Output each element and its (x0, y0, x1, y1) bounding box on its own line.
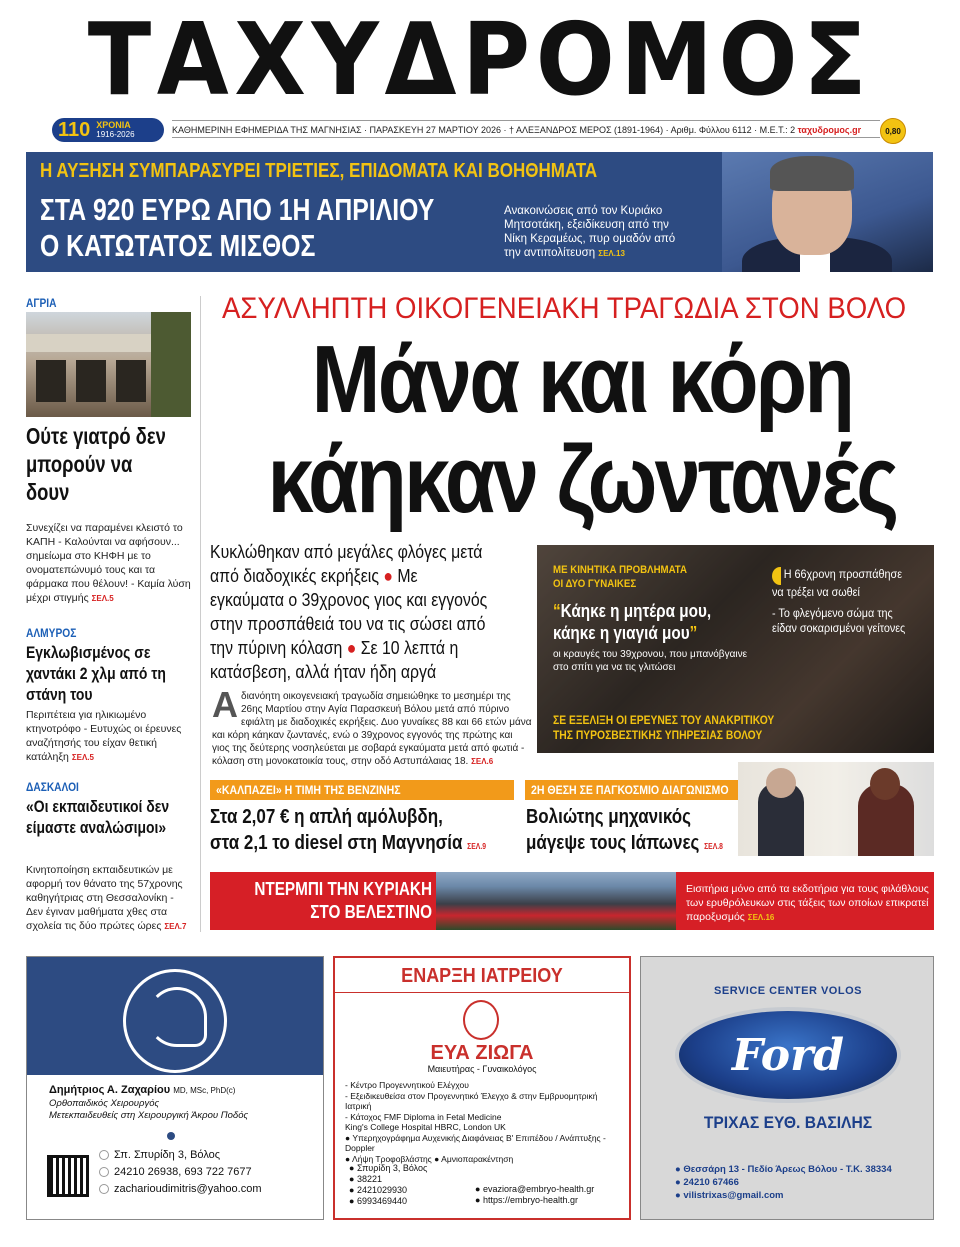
half-circle-icon (772, 567, 781, 585)
firebox-quote-sub: οι κραυγές του 39χρονου, που μπανόβγαινε στο σπίτι για να τις γλιτώσει (553, 649, 748, 673)
page-ref: ΣΕΛ.8 (704, 842, 723, 851)
page-ref: ΣΕΛ.5 (71, 753, 94, 762)
main-headline[interactable]: Μάνα και κόρη κάηκαν ζωντανές (267, 326, 897, 533)
service-label: SERVICE CENTER VOLOS (714, 985, 862, 997)
page-ref: ΣΕΛ.7 (164, 922, 187, 931)
dateline: ΚΑΘΗΜΕΡΙΝΗ ΕΦΗΜΕΡΙΔΑ ΤΗΣ ΜΑΓΝΗΣΙΑΣ · ΠΑΡΑΣΚΕΥΗ 27 ΜΑΡΤΙΟΥ 2026 · † ΑΛΕΞΑΝΔΡΟΣ ΜΕΡΟΣ (1891-1964) · Αριθμ. Φύλλου 6112 · Μ.Ε.Τ.: 2 ταχυδρομος.gr (172, 120, 880, 138)
main-lead: Αδιανόητη οικογενειακή τραγωδία σημειώθηκε το μεσημέρι της 26ης Μαρτίου στην Αγία Παρασκευή Βόλου μετά από πύρινο εφιάλτη με διαδοχικές εκρήξεις. Δυο γυναίκες 88 και 66 ετών μάνα και κόρη κάηκαν ζωντανές, ενώ ο 39χρονος εγγονός της πρώτης και γιος της δεύτερης νοσηλεύεται με σοβαρά εγκαύματα μετά από φωτιά - κόλαση στη μονοκατοικία τους, στην οδό Αστυπάλαιας 18. ΣΕΛ.6 (212, 684, 532, 767)
top-story-kicker: Η ΑΥΞΗΣΗ ΣΥΜΠΑΡΑΣΥΡΕΙ ΤΡΙΕΤΙΕΣ, ΕΠΙΔΟΜΑΤΑ ΚΑΙ ΒΟΗΘΗΜΑΤΑ (40, 160, 598, 182)
site-link[interactable]: ταχυδρομος.gr (797, 125, 862, 135)
email-icon (99, 1184, 109, 1194)
badge-number: 110 (58, 118, 91, 141)
doctor-name: ΕΥΑ ΖΙΩΓΑ (430, 1042, 534, 1064)
doctor-contact: Σπ. Σπυρίδη 3, Βόλος 24210 26938, 693 722 7677 zacharioudimitris@yahoo.com (99, 1147, 321, 1198)
ad-title: ΕΝΑΡΞΗ ΙΑΤΡΕΙΟΥ (401, 965, 563, 987)
award-photo (738, 762, 934, 856)
derby-title: ΝΤΕΡΜΠΙ ΤΗΝ ΚΥΡΙΑΚΗ ΣΤΟ ΒΕΛΕΣΤΙΝΟ (254, 879, 432, 922)
fire-scene-box[interactable] (537, 545, 934, 753)
doctor-online: ● evaziога@embryo-health.gr ● https://embryo-health.gr (475, 1184, 595, 1205)
price-badge: 0,80 (880, 118, 906, 144)
derby-text: Εισιτήρια μόνο από τα εκδοτήρια για τους φιλάθλους των ερυθρόλευκων στις τάξεις των οποίων επικρατεί παροξυσμός ΣΕΛ.16 (686, 883, 929, 923)
column-divider (200, 296, 201, 932)
sidebar-story-title[interactable]: Ούτε γιατρό δεν μπορούν να δουν (26, 423, 166, 505)
section-label-almyros: ΑΛΜΥΡΟΣ (26, 626, 77, 640)
page-ref: ΣΕΛ.13 (598, 249, 625, 258)
firebox-bottom: ΣΕ ΕΞΕΛΙΞΗ ΟΙ ΕΡΕΥΝΕΣ ΤΟΥ ΑΝΑΚΡΙΤΙΚΟΥ ΤΗΣ ΠΥΡΟΣΒΕΣΤΙΚΗΣ ΥΠΗΡΕΣΙΑΣ ΒΟΛΟΥ (553, 713, 775, 742)
masthead-title: ΤΑΧΥΔΡΟΜΟΣ (87, 1, 873, 118)
mech-strip: 2Η ΘΕΣΗ ΣΕ ΠΑΓΚΟΣΜΙΟ ΔΙΑΓΩΝΙΣΜΟ (525, 780, 785, 800)
doctor-name: Δημήτριος Α. Ζαχαρίου MD, MSc, PhD(c) (49, 1084, 236, 1096)
sidebar-story-body: Περιπέτεια για ηλικιωμένο κτηνοτρόφο - Ευτυχώς οι έρευνες αναζήτησής του είχαν θετική κατάληξη ΣΕΛ.5 (26, 709, 182, 763)
location-icon (99, 1150, 109, 1160)
page-ref: ΣΕΛ.16 (747, 913, 775, 922)
ad-gynecologist[interactable] (333, 956, 631, 1220)
page-ref: ΣΕΛ.5 (91, 594, 114, 603)
owner-name: ΤΡΙΧΑΣ ΕΥΘ. ΒΑΣΙΛΗΣ (703, 1113, 873, 1132)
sidebar-story-body: Κινητοποίηση εκπαιδευτικών με αφορμή τον θάνατο της 57χρονης καθηγήτριας στη Θεσσαλονίκη - Δεν έγιναν μαθήματα χθες στα σχολεία τις δύο πρώτες ώρες ΣΕΛ.7 (26, 864, 187, 932)
ad-orthopedic[interactable] (26, 956, 324, 1220)
mech-headline[interactable]: Βολιώτης μηχανικός μάγεψε τους Ιάπωνες ΣΕΛ.8 (526, 806, 723, 854)
qr-code-icon[interactable] (47, 1155, 89, 1197)
top-story-banner[interactable] (26, 152, 933, 272)
fuel-strip: «ΚΑΛΠΑΖΕΙ» Η ΤΙΜΗ ΤΗΣ ΒΕΝΖΙΝΗΣ (210, 780, 514, 800)
service-contact: ● Θεσσάρη 13 - Πεδίο Άρεως Βόλου - Τ.Κ. 38334 ● 24210 67466 ● vilistrixas@gmail.com (675, 1164, 892, 1201)
firebox-quote: “Κάηκε η μητέρα μου, κάηκε η γιαγιά μου” (553, 601, 712, 643)
anniversary-badge (52, 118, 164, 142)
firebox-kicker: ΜΕ ΚΙΝΗΤΙΚΑ ΠΡΟΒΛΗΜΑΤΑ ΟΙ ΔΥΟ ΓΥΝΑΙΚΕΣ (553, 564, 687, 590)
badge-years: 1916-2026 (96, 130, 135, 139)
sidebar-story-title[interactable]: «Οι εκπαιδευτικοί δεν είμαστε αναλώσιμοι» (26, 797, 170, 837)
sidebar-story-body: Συνεχίζει να παραμένει κλειστό το ΚΑΠΗ - Καλούνται να αφήσουν... σημείωμα στο ΚΗΦΗ με το ονοματεπώνυμό τους και τα φάρμακα που θέλουν! - Καμία λύση μέχρι στιγμής ΣΕΛ.5 (26, 522, 191, 604)
fuel-headline[interactable]: Στα 2,07 € η απλή αμόλυβδη, στα 2,1 το diesel στη Μαγνησία ΣΕΛ.9 (210, 806, 487, 854)
kapi-building-photo (26, 312, 191, 417)
embryo-logo-icon (463, 1000, 499, 1040)
stadium-photo (436, 872, 676, 930)
section-label-agria: ΑΓΡΙΑ (26, 296, 57, 310)
dropcap: Α (212, 684, 238, 725)
main-kicker: ΑΣΥΛΛΗΠΤΗ ΟΙΚΟΓΕΝΕΙΑΚΗ ΤΡΑΓΩΔΙΑ ΣΤΟΝ ΒΟΛΟ (222, 292, 907, 325)
services-list: - Κέντρο Προγεννητικού Ελέγχου - Εξειδικευθείσα στον Προγεννητικό Έλεγχο & στην Εμβρυομητρική Ιατρική - Κάτοχος FMF Diploma in Fetal Medicine King's College Hospital HBRC, London UK ● Υπερηχογράφημα Αυχενικής Διαφάνειας Β' Επιπέδου / Ανάπτυξης - Doppler ● Λήψη Τροφοβλάστης ● Αμνιοπαρακέντηση (345, 1080, 606, 1164)
doctor-contact: ● Σπυρίδη 3, Βόλος ● 38221 ● 2421029930 ● 6993469440 (349, 1163, 428, 1206)
ford-logo-icon: Ford (675, 1007, 901, 1103)
ad-ford-service[interactable] (640, 956, 934, 1220)
top-story-desc: Ανακοινώσεις από τον Κυριάκο Μητσοτάκη, εξειδίκευση από την Νίκη Κεραμέως, πυρ ομαδόν από την αντιπολίτευση ΣΕΛ.13 (504, 205, 676, 259)
main-deck: Κυκλώθηκαν από μεγάλες φλόγες μετά από διαδοχικές εκρήξεις ● Με εγκαύματα ο 39χρονος γιος και εγγονός στην προσπάθειά του να τις σώσει από την πύρινη κόλαση ● Σε 10 λεπτά η κατάσβεση, αλλά ήταν ήδη αργά (210, 542, 488, 682)
firebox-side-text: Η 66χρονη προσπάθησε να τρέξει να σωθεί - Το φλεγόμενο σώμα της είδαν σοκαρισμένοι γείτονες (772, 567, 906, 635)
top-story-headline: ΣΤΑ 920 ΕΥΡΩ ΑΠΟ 1Η ΑΠΡΙΛΙΟΥ Ο ΚΑΤΩΤΑΤΟΣ ΜΙΣΘΟΣ (40, 192, 435, 263)
doctor-role: Μαιευτήρας - Γυναικολόγος (427, 1064, 537, 1074)
page-ref: ΣΕΛ.6 (471, 757, 494, 766)
doctor-role: Ορθοπαιδικός Χειρουργός Μετεκπαιδευθείς στη Χειρουργική Άκρου Ποδός (49, 1098, 249, 1121)
sidebar-story-title[interactable]: Εγκλωβισμένος σε χαντάκι 2 χλμ από τη στάνη του (26, 643, 166, 704)
politician-photo (722, 152, 933, 272)
section-label-daskaloi: ΔΑΣΚΑΛΟΙ (26, 780, 79, 794)
derby-banner[interactable] (210, 872, 934, 930)
badge-label: ΧΡΟΝΙΑ (96, 120, 131, 130)
phone-icon (99, 1167, 109, 1177)
page-ref: ΣΕΛ.9 (467, 842, 487, 851)
